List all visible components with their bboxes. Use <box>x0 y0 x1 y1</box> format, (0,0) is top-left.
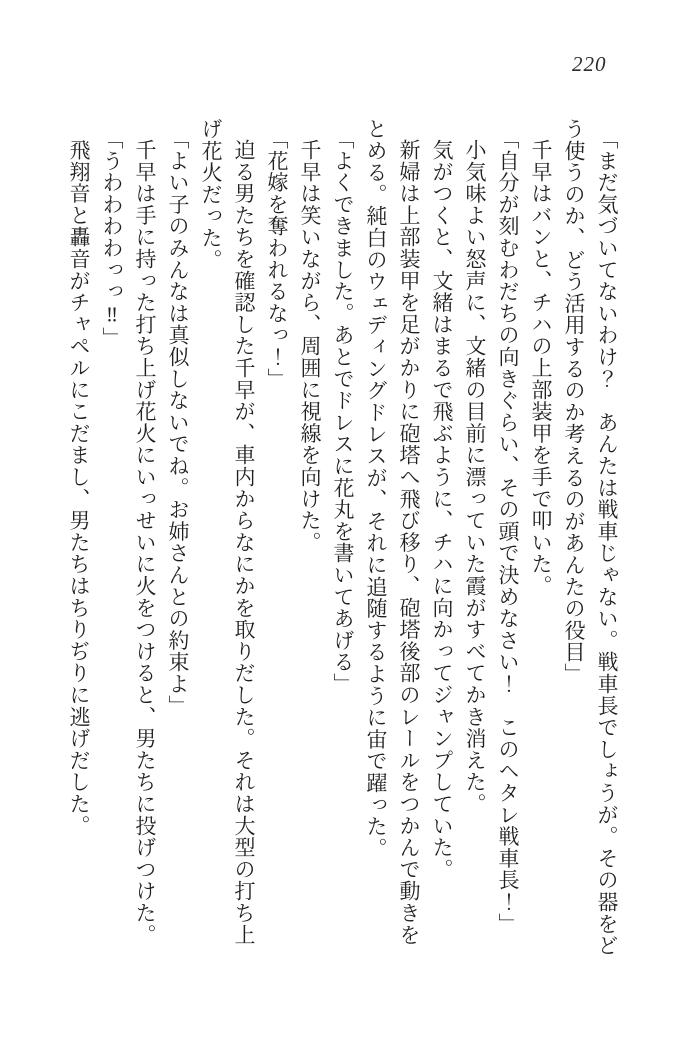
paragraph: 千早は笑いながら、周囲に視線を向けた。 <box>298 139 322 554</box>
paragraph: 小気味よい怒声に、文緒の目前に漂っていた霞がすべてかき消えた。 <box>463 139 487 815</box>
paragraph: 「自分が刻むわだちの向きぐらい、その頭で決めなさい！ このヘタレ戦車長！」 <box>496 128 520 935</box>
paragraph: 「まだ気づいてないわけ？ あんたは戦車じゃない。戦車長でしょうが。その器をどう使うのか、どう活用するのか考えるのがあんたの役目」 <box>562 118 619 957</box>
paragraph: 千早は手に持った打ち上げ花火にいっせいに火をつけると、男たちに投げつけた。 <box>133 139 157 946</box>
paragraph: 千早はバンと、チハの上部装甲を手で叩いた。 <box>529 139 553 597</box>
page-number: 220 <box>572 52 607 76</box>
paragraph: 「うわわわわっっ‼」 <box>100 128 124 349</box>
paragraph: 迫る男たちを確認した千早が、車内からなにかを取りだした。それは大型の打ち上げ花火だった。 <box>199 118 256 946</box>
paragraph: 「よくできました。あとでドレスに花丸を書いてあげる」 <box>331 128 355 695</box>
vertical-text-block <box>61 118 623 960</box>
paragraph: 「よい子のみんなは真似しないでね。お姉さんとの約束よ」 <box>166 128 190 717</box>
paragraph: 新婦は上部装甲を足がかりに砲塔へ飛び移り、砲塔後部のレールをつかんで動きをとめる。純白のウェディングドレスが、それに追随するように宙で躍った。 <box>364 118 421 946</box>
paragraph: 飛翔音と轟音がチャペルにこだまし、男たちはちりぢりに逃げだした。 <box>67 139 91 837</box>
paragraph: 「花嫁を奪われるなっ！」 <box>265 128 289 390</box>
paragraph: 気がつくと、文緒はまるで飛ぶように、チハに向かってジャンプしていた。 <box>430 139 454 881</box>
